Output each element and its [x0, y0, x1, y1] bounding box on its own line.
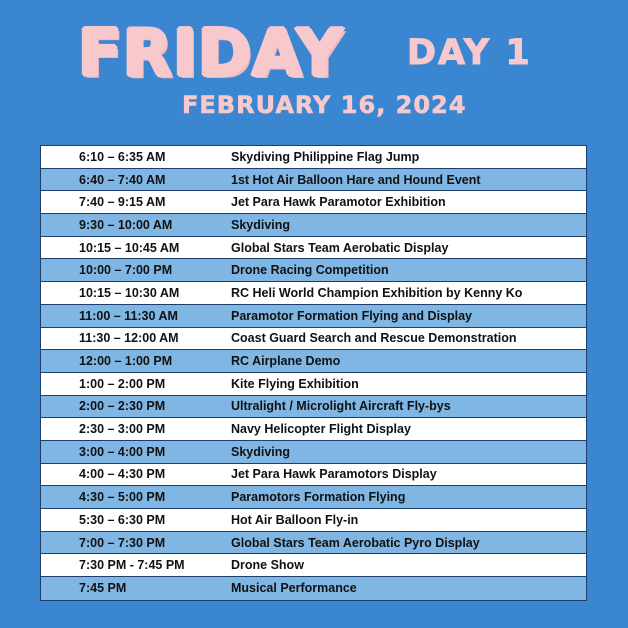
schedule-event: Jet Para Hawk Paramotor Exhibition — [231, 195, 446, 210]
schedule-event: Hot Air Balloon Fly-in — [231, 512, 359, 527]
schedule-row — [41, 486, 586, 509]
schedule-row — [41, 169, 586, 192]
schedule-time: 3:00 – 4:00 PM — [79, 444, 166, 459]
schedule-time: 7:00 – 7:30 PM — [79, 535, 166, 550]
schedule-time: 7:30 PM - 7:45 PM — [79, 558, 185, 573]
schedule-time: 10:15 – 10:30 AM — [79, 285, 180, 300]
schedule-row — [41, 554, 586, 577]
schedule-time: 12:00 – 1:00 PM — [79, 354, 173, 369]
schedule-time: 10:15 – 10:45 AM — [79, 240, 180, 255]
day-label: DAY 1 — [407, 33, 532, 73]
schedule-row — [41, 396, 586, 419]
schedule-time: 4:30 – 5:00 PM — [79, 490, 166, 505]
schedule-time: 2:00 – 2:30 PM — [79, 399, 166, 414]
schedule-event: Musical Performance — [231, 581, 357, 596]
schedule-time: 1:00 – 2:00 PM — [79, 376, 166, 391]
schedule-row — [41, 328, 586, 351]
schedule-time: 11:00 – 11:30 AM — [79, 308, 178, 323]
schedule-time: 5:30 – 6:30 PM — [79, 512, 166, 527]
schedule-event: Paramotors Formation Flying — [231, 490, 406, 505]
schedule-row — [41, 577, 586, 600]
schedule-row — [41, 191, 586, 214]
header — [0, 0, 628, 140]
schedule-event: Skydiving — [231, 217, 291, 232]
schedule-row — [41, 305, 586, 328]
schedule-time: 4:00 – 4:30 PM — [79, 467, 166, 482]
schedule-event: Global Stars Team Aerobatic Display — [231, 240, 449, 255]
page-title: FRIDAY — [78, 17, 344, 91]
schedule-row — [41, 373, 586, 396]
schedule-event: Skydiving — [231, 444, 291, 459]
schedule-event: Ultralight / Microlight Aircraft Fly-bys — [231, 399, 451, 414]
date-label: FEBRUARY 16, 2024 — [182, 91, 467, 119]
schedule-event: Jet Para Hawk Paramotors Display — [231, 467, 437, 482]
schedule-time: 6:10 – 6:35 AM — [79, 149, 166, 164]
schedule-event: Drone Show — [231, 558, 304, 573]
schedule-event: Coast Guard Search and Rescue Demonstration — [231, 331, 517, 346]
schedule-row — [41, 146, 586, 169]
schedule-row — [41, 214, 586, 237]
schedule-event: Skydiving Philippine Flag Jump — [231, 149, 420, 164]
schedule-time: 9:30 – 10:00 AM — [79, 217, 173, 232]
schedule-row — [41, 350, 586, 373]
schedule-row — [41, 282, 586, 305]
schedule-time: 11:30 – 12:00 AM — [79, 331, 179, 346]
schedule-row — [41, 509, 586, 532]
schedule-event: Drone Racing Competition — [231, 263, 389, 278]
schedule-row — [41, 464, 586, 487]
schedule-row — [41, 418, 586, 441]
schedule-row — [41, 441, 586, 464]
schedule-event: RC Airplane Demo — [231, 354, 341, 369]
schedule-time: 10:00 – 7:00 PM — [79, 263, 173, 278]
schedule-row — [41, 259, 586, 282]
schedule-time: 7:45 PM — [79, 581, 127, 596]
schedule-time: 6:40 – 7:40 AM — [79, 172, 166, 187]
schedule-event: 1st Hot Air Balloon Hare and Hound Event — [231, 172, 481, 187]
schedule-time: 7:40 – 9:15 AM — [79, 195, 166, 210]
schedule-row — [41, 532, 586, 555]
schedule-event: Kite Flying Exhibition — [231, 376, 359, 391]
schedule-event: Navy Helicopter Flight Display — [231, 422, 411, 437]
schedule-event: Paramotor Formation Flying and Display — [231, 308, 473, 323]
schedule-table — [40, 145, 587, 601]
schedule-row — [41, 237, 586, 260]
schedule-event: RC Heli World Champion Exhibition by Kenny Ko — [231, 285, 523, 300]
schedule-event: Global Stars Team Aerobatic Pyro Display — [231, 535, 480, 550]
schedule-time: 2:30 – 3:00 PM — [79, 422, 166, 437]
